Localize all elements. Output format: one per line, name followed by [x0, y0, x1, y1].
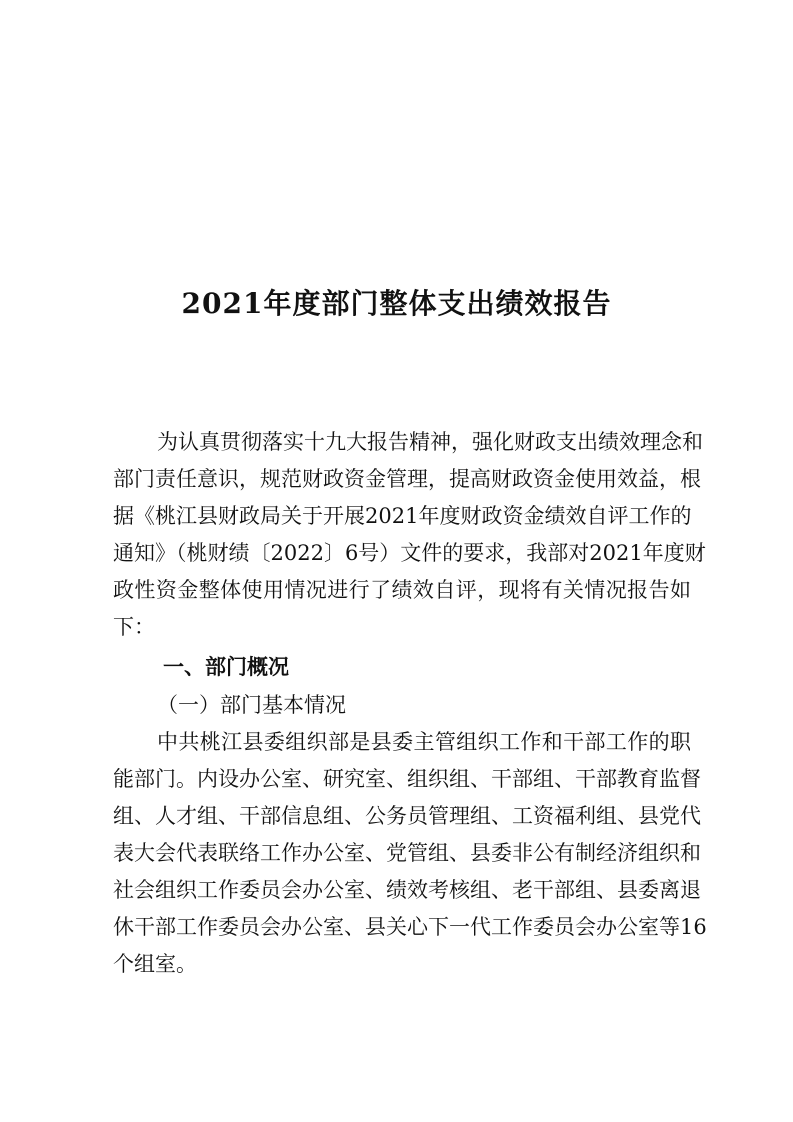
text-line: 部门责任意识，规范财政资金管理，提高财政资金使用效益，根 — [113, 467, 701, 491]
text-line: 表大会代表联络工作办公室、党管组、县委非公有制经济组织和 — [113, 841, 701, 865]
document-title: 2021年度部门整体支出绩效报告 — [181, 287, 612, 320]
intro-paragraph — [113, 424, 706, 646]
section-heading: 一、部门概况 — [163, 654, 289, 679]
text-line: 能部门。内设办公室、研究室、组织组、干部组、干部教育监督 — [113, 767, 701, 791]
text-line: 社会组织工作委员会办公室、绩效考核组、老干部组、县委离退 — [113, 878, 701, 902]
text-line: 通知》（桃财绩〔2022〕6号）文件的要求，我部对2021年度财 — [113, 541, 706, 565]
basic-info-paragraph — [113, 724, 707, 983]
document-body — [113, 424, 707, 983]
text-line: 个组室。 — [113, 952, 197, 976]
text-line: 据《桃江县财政局关于开展2021年度财政资金绩效自评工作的 — [113, 504, 692, 528]
text-line: 政性资金整体使用情况进行了绩效自评，现将有关情况报告如 — [113, 578, 691, 602]
subsection-heading: （一）部门基本情况 — [157, 693, 346, 717]
text-line: 组、人才组、干部信息组、公务员管理组、工资福利组、县党代 — [113, 804, 701, 828]
text-line: 中共桃江县委组织部是县委主管组织工作和干部工作的职 — [157, 730, 691, 754]
text-line: 为认真贯彻落实十九大报告精神，强化财政支出绩效理念和 — [157, 430, 703, 454]
text-line: 下： — [113, 615, 155, 639]
text-line: 休干部工作委员会办公室、县关心下一代工作委员会办公室等16 — [113, 915, 707, 939]
